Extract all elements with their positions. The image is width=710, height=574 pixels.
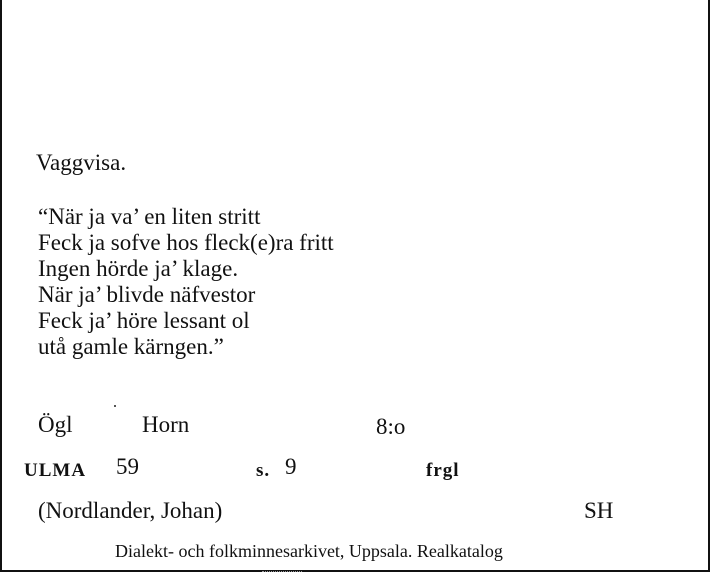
verse-line: utå gamle kärngen.” (38, 334, 224, 359)
stray-mark (114, 405, 116, 407)
recorder-initials: SH (584, 498, 614, 523)
verse-line: “När ja va’ en liten stritt (38, 204, 261, 229)
verse-line: När ja’ blivde näfvestor (38, 282, 256, 307)
song-title: Vaggvisa. (36, 150, 127, 175)
collection-number: 59 (116, 454, 139, 479)
collection-label: ULMA (24, 460, 87, 481)
song-verse (38, 204, 334, 360)
parish-label: Ögl (38, 412, 73, 437)
verse-line: Feck ja’ höre lessant ol (38, 308, 250, 333)
type-code: frgl (426, 460, 460, 481)
archive-footer: Dialekt- och folkminnesarkivet, Uppsala. Realkatalog (115, 541, 503, 561)
format-label: 8:o (376, 414, 406, 439)
page-label: s. (256, 460, 271, 481)
verse-line: Ingen hörde ja’ klage. (38, 256, 239, 281)
verse-line: Feck ja sofve hos fleck(e)ra fritt (38, 230, 334, 255)
page-number: 9 (285, 454, 297, 479)
locality-label: Horn (142, 412, 190, 437)
informant-name: (Nordlander, Johan) (38, 498, 223, 523)
